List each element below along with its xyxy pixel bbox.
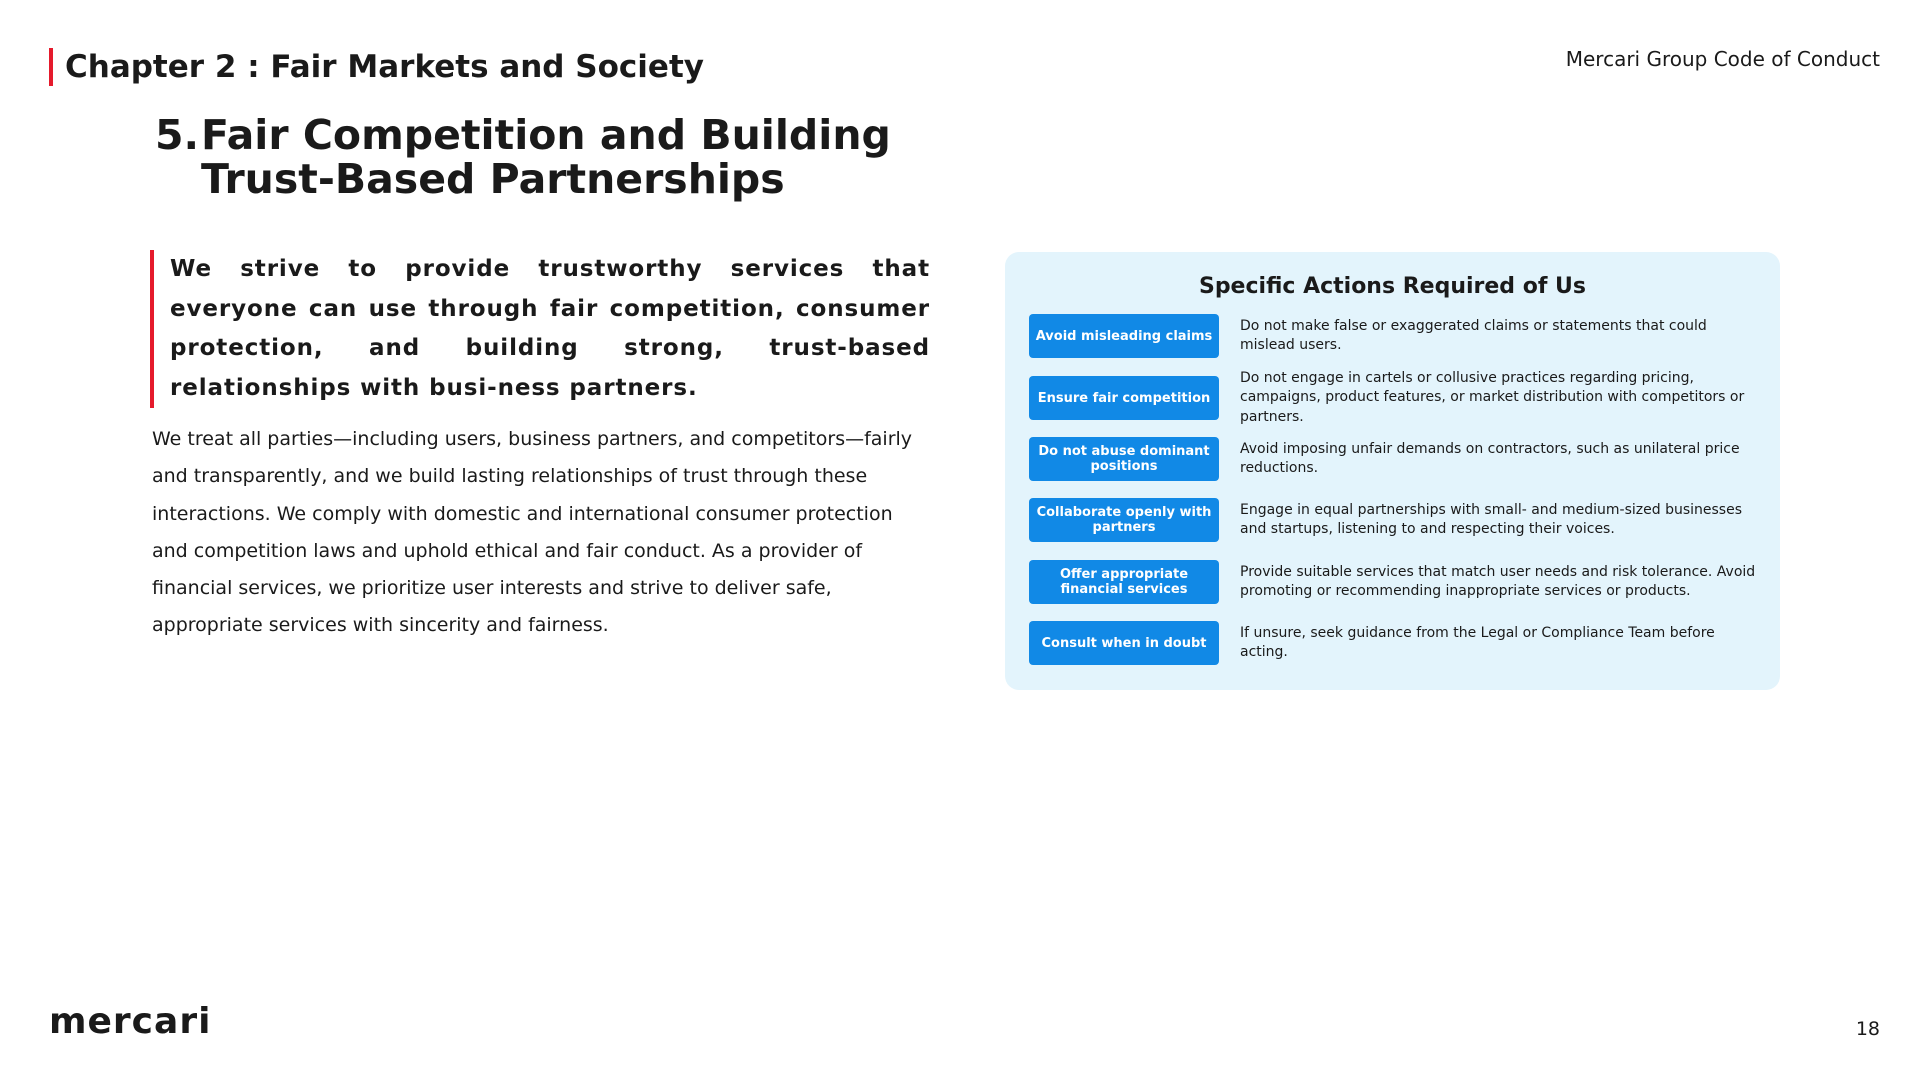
action-description: If unsure, seek guidance from the Legal or Compliance Team before acting. [1240,624,1715,660]
section-title-line1: Fair Competition and Building [201,111,891,159]
section-title-text [201,113,891,201]
section-number: 5. [155,111,200,159]
action-button-ensure-fair-competition[interactable]: Ensure fair competition [1029,376,1219,420]
action-description: Provide suitable services that match user needs and risk tolerance. Avoid promoting or recommending inappropriate services or products. [1240,563,1756,599]
action-row [1029,621,1759,665]
action-description: Do not make false or exaggerated claims or statements that could mislead users. [1240,317,1707,353]
lead-statement: We strive to provide trustworthy services that everyone can use through fair competition, consumer protection, and building strong, trust-based relationships with busi-ness partners. [150,250,930,408]
section-title-line2: Trust-Based Partnerships [201,155,785,203]
page-number: 18 [1855,1018,1880,1040]
action-button-collaborate-openly[interactable]: Collaborate openly with partners [1029,498,1219,542]
action-button-avoid-misleading-claims[interactable]: Avoid misleading claims [1029,314,1219,358]
mercari-logo: mercari [49,1001,212,1042]
action-row [1029,560,1759,604]
action-button-offer-appropriate-financial-services[interactable]: Offer appropriate financial services [1029,560,1219,604]
action-button-consult-when-in-doubt[interactable]: Consult when in doubt [1029,621,1219,665]
action-description: Avoid imposing unfair demands on contractors, such as unilateral price reductions. [1240,440,1740,476]
action-row [1029,498,1759,542]
action-description: Do not engage in cartels or collusive practices regarding pricing, campaigns, product features, or market distribution with competitors or partners. [1240,369,1745,425]
action-row [1029,369,1759,425]
action-row [1029,314,1759,358]
panel-title: Specific Actions Required of Us [1198,274,1587,299]
specific-actions-panel [1005,252,1780,690]
document-title: Mercari Group Code of Conduct [1565,47,1880,71]
chapter-heading: Chapter 2 : Fair Markets and Society [49,48,704,86]
action-button-do-not-abuse-dominant-positions[interactable]: Do not abuse dominant positions [1029,437,1219,481]
action-description: Engage in equal partnerships with small- and medium-sized businesses and startups, listening to and respecting their voices. [1240,501,1743,537]
action-row [1029,437,1759,481]
body-paragraph: We treat all parties—including users, business partners, and competitors—fairly and transparently, and we build lasting relationships of trust through these interactions. We comply with domestic and international consumer protection and competition laws and uphold ethical and fair conduct. As a provider of financial services, we prioritize user interests and strive to deliver safe, appropriate services with sincerity and fairness. [152,428,913,637]
section-title [155,113,891,201]
